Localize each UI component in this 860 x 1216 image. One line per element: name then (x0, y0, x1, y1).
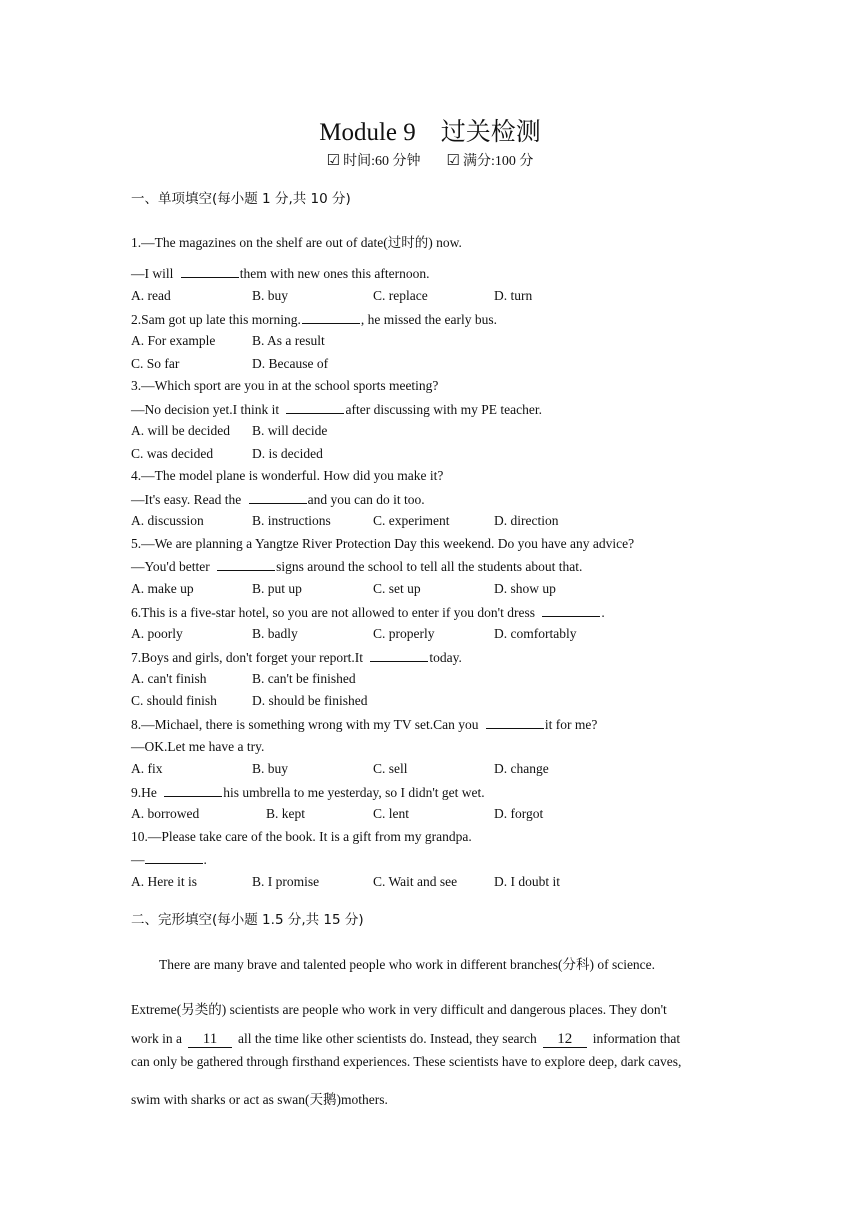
question-line: —It's easy. Read the and you can do it too. (131, 492, 425, 507)
question-line: 5.—We are planning a Yangtze River Protection Day this weekend. Do you have any advice? (131, 536, 635, 551)
option: B. put up (252, 581, 302, 596)
question-line: 9.He his umbrella to me yesterday, so I didn't get wet. (131, 785, 485, 800)
option: C. lent (373, 806, 409, 821)
passage-text: swim with sharks or act as swan(天鹅)mothers. (131, 1092, 388, 1107)
time-limit: 时间:60 分钟 (343, 154, 421, 169)
option: B. buy (252, 288, 289, 303)
option: D. comfortably (494, 626, 577, 641)
section-heading: 一、单项填空(每小题 1 分,共 10 分) (131, 191, 351, 207)
passage-text: work in a 11 all the time like other scientists do. Instead, they search 12 information that (131, 1031, 681, 1047)
question-line: 8.—Michael, there is something wrong with my TV set.Can you it for me? (131, 717, 598, 732)
option: C. replace (373, 288, 428, 303)
option: B. I promise (252, 874, 320, 889)
option: A. read (131, 288, 171, 303)
option: A. fix (131, 761, 163, 776)
full-score: 满分:100 分 (462, 154, 534, 169)
option: D. show up (494, 581, 556, 596)
question-line: —No decision yet.I think it after discussing with my PE teacher. (131, 402, 542, 417)
option: C. should finish (131, 693, 217, 708)
option: D. turn (494, 288, 533, 303)
question-line: 10.—Please take care of the book. It is a gift from my grandpa. (131, 829, 472, 844)
option: A. can't finish (131, 671, 207, 686)
section-heading: 二、完形填空(每小题 1.5 分,共 15 分) (131, 912, 364, 928)
option: D. change (494, 761, 549, 776)
option: B. buy (252, 761, 289, 776)
option: D. forgot (494, 806, 544, 821)
question-line: 1.—The magazines on the shelf are out of date(过时的) now. (131, 235, 462, 250)
question-line: 7.Boys and girls, don't forget your report.It today. (131, 650, 462, 665)
answer-blank (217, 558, 275, 571)
answer-blank (370, 649, 428, 662)
option: D. direction (494, 513, 559, 528)
answer-blank (542, 604, 600, 617)
option: D. Because of (252, 356, 329, 371)
option: C. was decided (131, 446, 214, 461)
question-line: —I will them with new ones this afternoon. (131, 266, 430, 281)
option: A. will be decided (131, 423, 230, 438)
option: C. properly (373, 626, 435, 641)
option: A. For example (131, 333, 216, 348)
option: A. discussion (131, 513, 204, 528)
question-line: 6.This is a five-star hotel, so you are not allowed to enter if you don't dress . (131, 605, 605, 620)
answer-blank (302, 311, 360, 324)
question-line: 4.—The model plane is wonderful. How did you make it? (131, 468, 444, 483)
option: C. experiment (373, 513, 450, 528)
option: C. Wait and see (373, 874, 458, 889)
answer-blank (249, 491, 307, 504)
option: A. poorly (131, 626, 183, 641)
checkbox-icon: ☑ (326, 153, 341, 169)
answer-blank (145, 851, 203, 864)
checkbox-icon: ☑ (446, 153, 460, 169)
option: B. kept (266, 806, 305, 821)
option: A. make up (131, 581, 194, 596)
option: C. set up (373, 581, 421, 596)
question-line: — . (131, 852, 207, 867)
passage-text: There are many brave and talented people who work in different branches(分科) of science. (159, 957, 656, 972)
option: A. Here it is (131, 874, 197, 889)
exam-info (0, 150, 860, 170)
option: B. badly (252, 626, 298, 641)
answer-blank (286, 401, 344, 414)
option: C. sell (373, 761, 408, 776)
answer-blank (164, 784, 222, 797)
question-line: 2.Sam got up late this morning. , he missed the early bus. (131, 312, 497, 327)
option: B. instructions (252, 513, 331, 528)
option: C. So far (131, 356, 180, 371)
question-line: 3.—Which sport are you in at the school sports meeting? (131, 378, 439, 393)
option: B. can't be finished (252, 671, 356, 686)
answer-blank (181, 265, 239, 278)
passage-text: Extreme(另类的) scientists are people who work in very difficult and dangerous places. They don't (131, 1002, 667, 1017)
cloze-blank-12: 12 (543, 1032, 587, 1048)
option: D. should be finished (252, 693, 368, 708)
answer-blank (486, 716, 544, 729)
cloze-blank-11: 11 (188, 1032, 232, 1048)
option: A. borrowed (131, 806, 200, 821)
passage-text: can only be gathered through firsthand experiences. These scientists have to explore deep, dark caves, (131, 1054, 682, 1069)
option: B. will decide (252, 423, 328, 438)
question-line: —You'd better signs around the school to tell all the students about that. (131, 559, 583, 574)
option: D. I doubt it (494, 874, 560, 889)
question-line: —OK.Let me have a try. (131, 739, 265, 754)
page-title: Module 9 过关检测 (319, 119, 541, 146)
option: D. is decided (252, 446, 323, 461)
option: B. As a result (252, 333, 325, 348)
